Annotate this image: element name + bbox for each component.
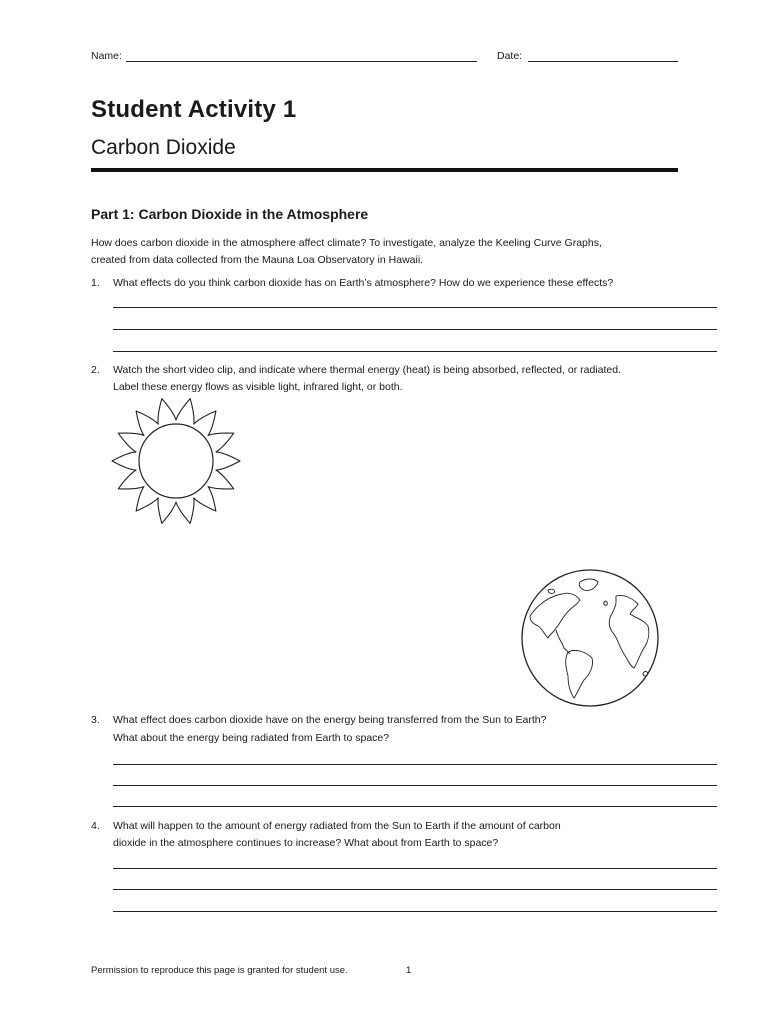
answer-line[interactable] [113,307,717,308]
answer-line[interactable] [113,785,717,786]
question-3-line-2: What about the energy being radiated from Earth to space? [113,732,390,744]
question-4-line-2: dioxide in the atmosphere continues to increase? What about from Earth to space? [113,837,499,849]
part1-heading: Part 1: Carbon Dioxide in the Atmosphere [91,206,369,222]
earth-globe-icon [520,568,660,708]
question-2-line-1: Watch the short video clip, and indicate where thermal energy (heat) is being absorbed, reflected, or radiated. [113,364,621,376]
name-field[interactable] [126,61,477,62]
answer-line[interactable] [113,868,717,869]
date-field[interactable] [528,61,678,62]
sun-icon [108,396,244,526]
question-1-text: What effects do you think carbon dioxide has on Earth’s atmosphere? How do we experience these effects? [113,277,614,289]
answer-line[interactable] [113,806,717,807]
page-title: Student Activity 1 [91,96,297,123]
title-divider [91,168,678,172]
question-1-number: 1. [91,277,100,289]
question-2-number: 2. [91,364,100,376]
intro-line-1: How does carbon dioxide in the atmosphere affect climate? To investigate, analyze the Keeling Curve Graphs, [91,237,602,249]
page-subtitle: Carbon Dioxide [91,136,236,159]
date-label: Date: [497,50,523,62]
answer-line[interactable] [113,351,717,352]
question-3-number: 3. [91,714,100,726]
name-label: Name: [91,50,122,62]
answer-line[interactable] [113,911,717,912]
question-3-line-1: What effect does carbon dioxide have on the energy being transferred from the Sun to Earth? [113,714,547,726]
page-number: 1 [406,965,412,976]
answer-line[interactable] [113,329,717,330]
intro-line-2: created from data collected from the Mauna Loa Observatory in Hawaii. [91,254,424,266]
question-4-number: 4. [91,820,100,832]
answer-line[interactable] [113,889,717,890]
permission-note: Permission to reproduce this page is granted for student use. [91,965,348,976]
answer-line[interactable] [113,764,717,765]
question-2-line-2: Label these energy flows as visible light, infrared light, or both. [113,381,403,393]
question-4-line-1: What will happen to the amount of energy radiated from the Sun to Earth if the amount of carbon [113,820,561,832]
